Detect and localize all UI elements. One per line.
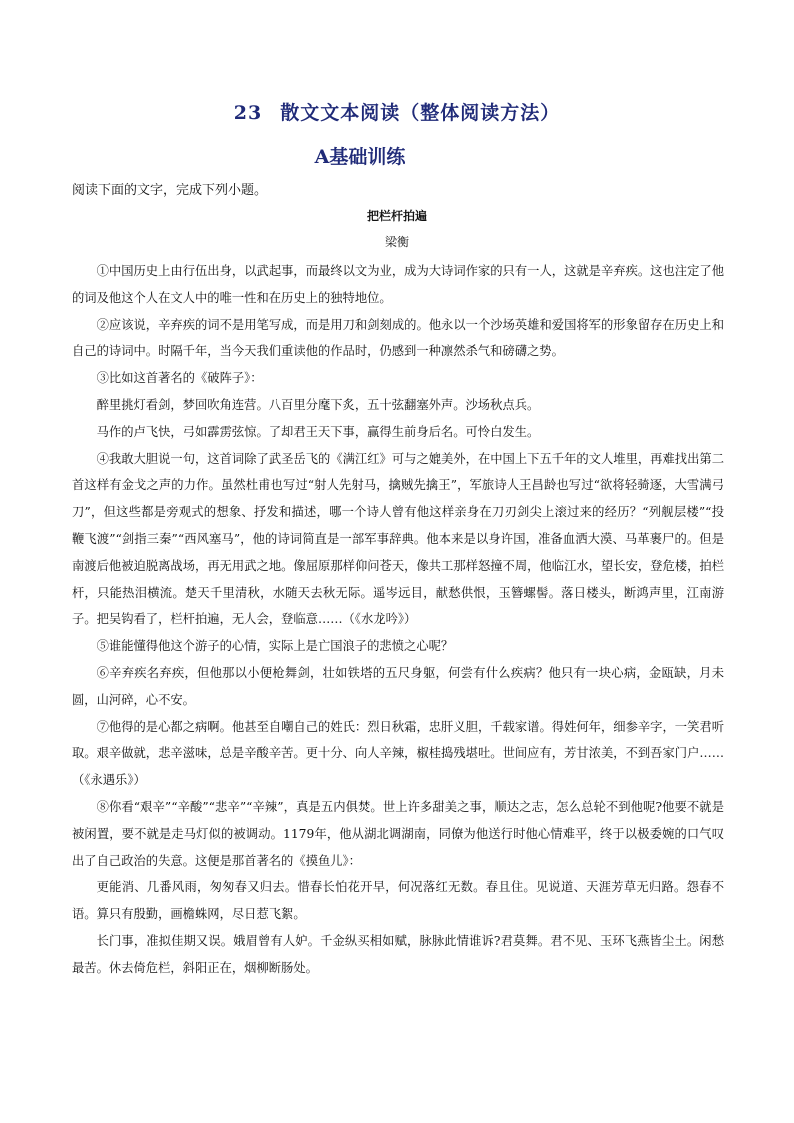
paragraph: ⑤谁能懂得他这个游子的心情，实际上是亡国浪子的悲愤之心呢？ <box>96 639 454 654</box>
poem-stanza: 更能消、几番风雨，匆匆春又归去。惜春长怕花开早，何况落红无数。春且住。见说道、天涯芳草无归路。怨春不语。算只有殷勤，画檐蛛网，尽日惹飞絮。 <box>72 880 724 922</box>
paragraph: ④我敢大胆说一句，这首词除了武圣岳飞的《满江红》可与之媲美外，在中国上下五千年的文人堆里，再难找出第二首这样有金戈之声的力作。虽然杜甫也写过“射人先射马，擒贼先擒王”，军旅诗人王昌龄也写过“欲将轻骑逐，大雪满弓刀”，但这些都是旁观式的想象、抒发和描述，哪一个诗人曾有他这样亲身在刀刃剑尖上滚过来的经历？“列舰层楼”“投鞭飞渡”“剑指三秦”“西风塞马”，他的诗词简直是一部军事辞典。他本来是以身许国，准备血洒大漠、马革裹尸的。但是南渡后他被迫脱离战场，再无用武之地。像屈原那样仰问苍天，像共工那样怒撞不周，他临江水，望长安，登危楼，拍栏杆，只能热泪横流。楚天千里清秋，水随天去秋无际。遥岑远目，献愁供恨，玉簪螺髻。落日楼头，断鸿声里，江南游子。把吴钩看了，栏杆拍遍，无人会，登临意……（《水龙吟》） <box>72 451 724 627</box>
reading-instruction: 阅读下面的文字，完成下列小题。 <box>72 183 268 198</box>
poem-line: 醉里挑灯看剑，梦回吹角连营。八百里分麾下炙，五十弦翻塞外声。沙场秋点兵。 <box>96 397 540 412</box>
paragraph: ⑥辛弃疾名弃疾，但他那以小便枪舞剑，壮如铁塔的五尺身躯，何尝有什么疾病？他只有一块心病，金瓯缺，月未圆，山河碎，心不安。 <box>72 665 724 707</box>
article-body <box>72 258 724 982</box>
paragraph: ⑧你看“艰辛”“辛酸”“悲辛”“辛辣”，真是五内俱焚。世上许多甜美之事，顺达之志，怎么总轮不到他呢?他要不就是被闲置，要不就是走马灯似的被调动。1179年，他从湖北调湖南，同僚为他送行时他心情难平，终于以极委婉的口气叹出了自己政治的失意。这便是那首著名的《摸鱼儿》： <box>72 799 724 868</box>
page-title <box>0 98 794 125</box>
article-title: 把栏杆拍遍 <box>366 209 427 223</box>
lesson-title: 散文文本阅读（整体阅读方法） <box>280 102 561 124</box>
paragraph: ②应该说，辛弃疾的词不是用笔写成，而是用刀和剑刻成的。他永以一个沙场英雄和爱国将军的形象留存在历史上和自己的诗词中。时隔千年，当今天我们重读他的作品时，仍感到一种凛然杀气和磅礴之势。 <box>72 317 724 359</box>
poem-stanza: 长门事，准拟佳期又误。娥眉曾有人妒。千金纵买相如赋，脉脉此情谁诉?君莫舞。君不见、玉环飞燕皆尘土。闲愁最苦。休去倚危栏，斜阳正在，烟柳断肠处。 <box>72 933 724 975</box>
article-author: 梁衡 <box>384 235 409 249</box>
paragraph: ③比如这首著名的《破阵子》： <box>96 371 263 386</box>
poem-line: 马作的卢飞快，弓如霹雳弦惊。了却君王天下事，赢得生前身后名。可怜白发生。 <box>96 424 540 439</box>
section-subtitle: A基础训练 <box>314 146 406 168</box>
lesson-number: 23 <box>233 102 263 124</box>
paragraph: ⑦他得的是心都之病啊。他甚至自嘲自己的姓氏：烈日秋霜，忠肝义胆，千载家谱。得姓何年，细参辛字，一笑君听取。艰辛做就，悲辛滋味，总是辛酸辛苦。更十分、向人辛辣，椒桂捣残堪吐。世间应有，芳甘浓美，不到吾家门户……（《永遇乐》） <box>72 719 724 788</box>
paragraph: ①中国历史上由行伍出身，以武起事，而最终以文为业，成为大诗词作家的只有一人，这就是辛弃疾。这也注定了他的词及他这个人在文人中的唯一性和在历史上的独特地位。 <box>72 264 724 305</box>
